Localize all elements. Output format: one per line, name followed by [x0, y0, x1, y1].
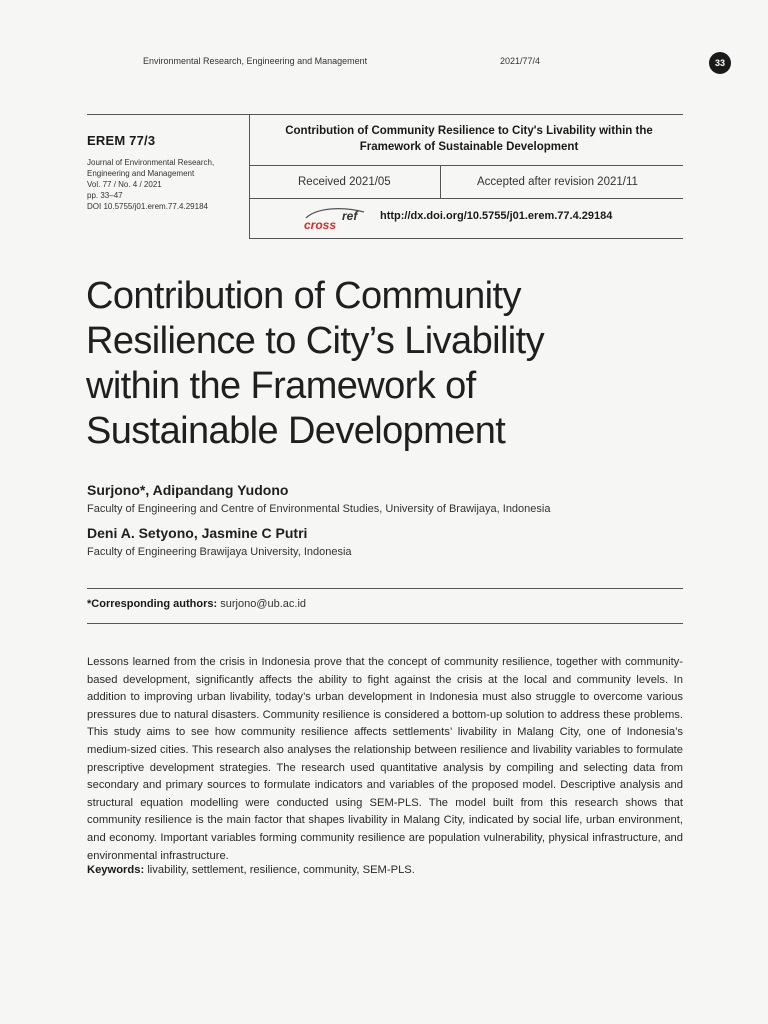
running-header-journal: Environmental Research, Engineering and Management	[143, 56, 368, 66]
abstract-text: Lessons learned from the crisis in Indonesia prove that the concept of community resilience, together with community-based development, significantly affects the ability to fight against the crisis at the local and community levels. In addition to improving urban livability, today’s urban development in Indonesia must also struggle to overcome various pressures due to natural disasters. Community resilience is considered a bottom-up solution to address these problems. This study aims to see how community resilience affects settlements’ livability in Malang City, one of Indonesia’s medium-sized cities. This research also analyses the relationship between resilience and livability variables to formulate prescriptive development strategies. The research used quantitative analysis by compiling and selecting data from secondary and primary sources to formulate indicators and variables of the proposed model. Descriptive analysis and structural equation modelling were conducted using SEM-PLS. The model built from this research shows that community resilience is the main factor that shapes livability in Malang City, indicated by social life, urban environment, and economy. Important variables forming community resilience are population vulnerability, physical infrastructure, and environmental infrastructure.	[87, 656, 683, 862]
meta-line: Vol. 77 / No. 4 / 2021	[87, 180, 162, 189]
author-names-2: Deni A. Setyono, Jasmine C Putri	[87, 525, 308, 541]
keywords-value: livability, settlement, resilience, community, SEM-PLS.	[147, 864, 415, 876]
author-names-1: Surjono*, Adipandang Yudono	[87, 482, 289, 498]
box-vertical-rule	[249, 114, 250, 239]
title-line: Resilience to City’s Livability	[86, 320, 544, 362]
corresponding-label: *Corresponding authors:	[87, 598, 218, 610]
box-date-divider	[440, 165, 441, 199]
author-affiliation-2: Faculty of Engineering Brawijaya University, Indonesia	[87, 546, 352, 558]
box-mid-rule-1	[249, 165, 683, 166]
meta-line: Engineering and Management	[87, 169, 195, 178]
box-top-rule	[87, 114, 683, 115]
crossref-logo-ref: ref	[342, 209, 358, 223]
meta-line: Journal of Environmental Research,	[87, 158, 215, 167]
meta-line: pp. 33–47	[87, 191, 123, 200]
box-article-title	[256, 123, 682, 155]
meta-line: DOI 10.5755/j01.erem.77.4.29184	[87, 202, 208, 211]
corresponding-bottom-rule	[87, 623, 683, 624]
received-date: Received 2021/05	[298, 176, 391, 188]
crossref-logo	[302, 204, 372, 232]
title-line: Sustainable Development	[86, 410, 506, 452]
crossref-logo-cross: cross	[304, 218, 337, 232]
running-header-issue: 2021/77/4	[500, 56, 541, 66]
corresponding-email[interactable]: surjono@ub.ac.id	[220, 598, 307, 610]
accepted-date: Accepted after revision 2021/11	[477, 176, 638, 188]
author-affiliation-1: Faculty of Engineering and Centre of Environmental Studies, University of Brawijaya, Indonesia	[87, 503, 551, 515]
keywords-label: Keywords:	[87, 864, 145, 876]
title-line: Contribution of Community	[86, 275, 521, 317]
keywords	[87, 864, 415, 876]
journal-meta	[87, 157, 237, 212]
corresponding-authors	[87, 598, 306, 610]
corresponding-top-rule	[87, 588, 683, 589]
box-title-line-2: Framework of Sustainable Development	[359, 141, 579, 153]
doi-link[interactable]: http://dx.doi.org/10.5755/j01.erem.77.4.29184	[380, 210, 613, 222]
box-title-line-1: Contribution of Community Resilience to City's Livability within the	[285, 125, 653, 137]
page-number-badge: 33	[709, 52, 731, 74]
erem-label: EREM 77/3	[87, 133, 156, 148]
article-title	[86, 274, 646, 454]
box-bottom-rule	[249, 238, 683, 239]
title-line: within the Framework of	[86, 365, 476, 407]
box-mid-rule-2	[249, 198, 683, 199]
